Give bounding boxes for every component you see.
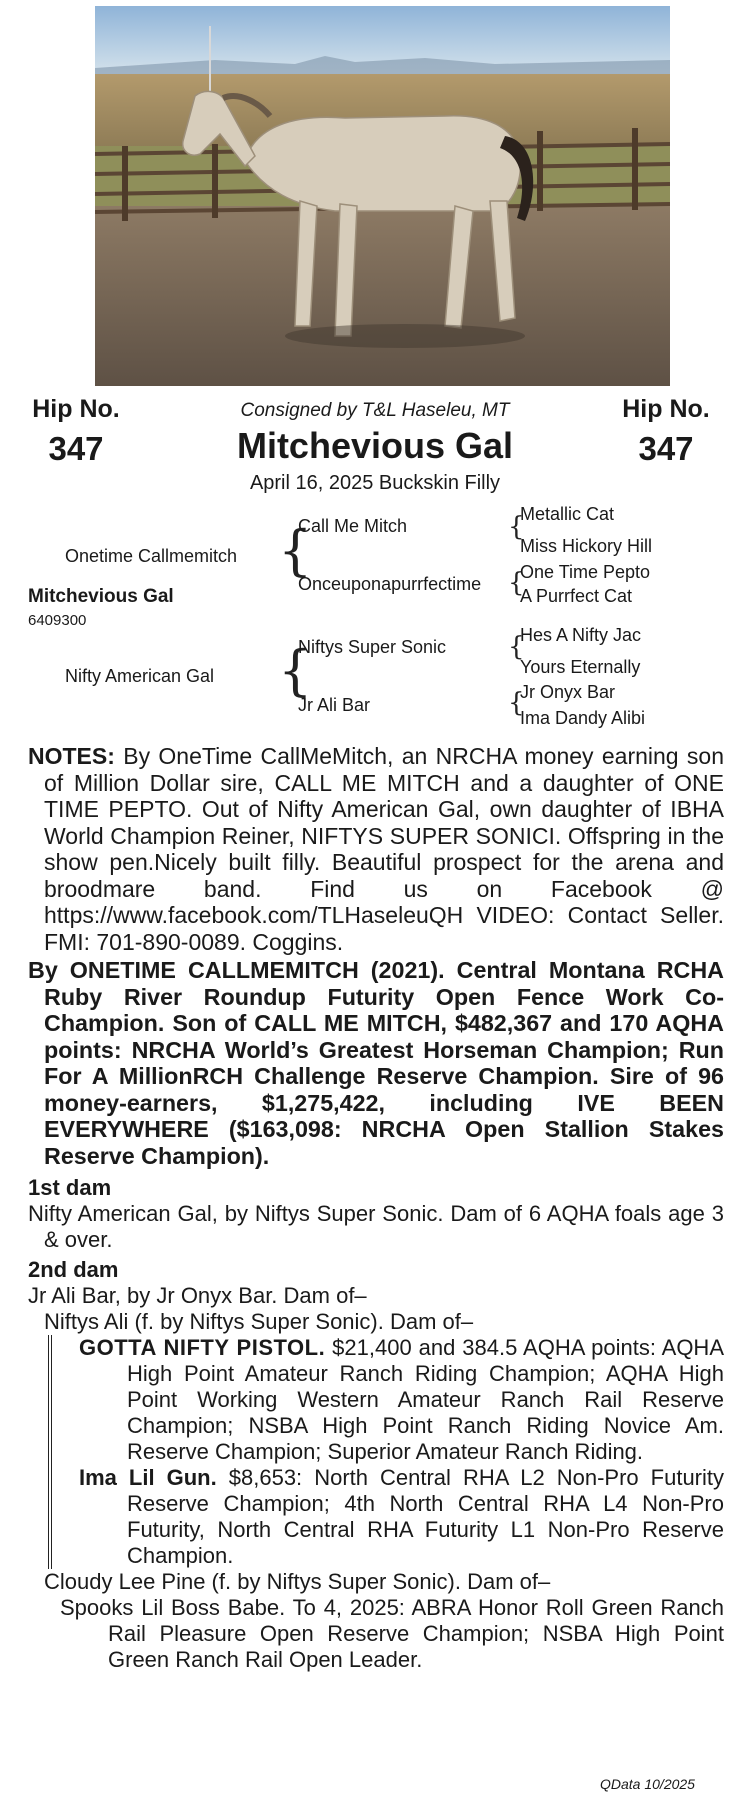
hip-value-right: 347 — [638, 430, 694, 467]
first-dam-heading: 1st dam — [28, 1175, 112, 1200]
registration-number: 6409300 — [28, 612, 87, 629]
pedigree-sire-sire-sire: Metallic Cat — [520, 504, 615, 524]
notes-label: NOTES: — [28, 743, 115, 769]
second-dam-daughter — [44, 1569, 724, 1673]
hip-value-left: 347 — [48, 430, 104, 467]
pedigree-dam-dam-sire: Jr Onyx Bar — [520, 682, 616, 702]
pedigree-sire: Onetime Callmemitch — [65, 546, 238, 566]
produce-item — [79, 1465, 724, 1569]
daughter-text: Cloudy Lee Pine (f. by Niftys Super Sonic). Dam of– — [44, 1569, 551, 1594]
footer-stamp: QData 10/2025 — [600, 1776, 695, 1792]
produce-item — [79, 1335, 724, 1465]
produce-item — [60, 1595, 724, 1673]
second-dam-text: Jr Ali Bar, by Jr Onyx Bar. Dam of– — [28, 1283, 367, 1308]
pedigree-sire-dam-sire: One Time Pepto — [520, 562, 651, 582]
pedigree-subject: Mitchevious Gal — [28, 586, 174, 607]
pedigree-sire-sire: Call Me Mitch — [298, 516, 408, 536]
pedigree-sire-sire-dam: Miss Hickory Hill — [520, 536, 652, 556]
horse-photo — [95, 6, 670, 386]
brace-dam-sire: { — [508, 632, 525, 662]
foaling-info: April 16, 2025 Buckskin Filly — [249, 472, 501, 494]
pedigree-dam: Nifty American Gal — [65, 666, 215, 686]
hip-number-left — [16, 395, 136, 468]
catalog-text — [28, 743, 724, 1673]
pedigree-dam-sire: Niftys Super Sonic — [298, 637, 447, 657]
pedigree-dam-dam: Jr Ali Bar — [298, 695, 371, 715]
produce-detail: $8,653: North Central RHA L2 Non-Pro Futurity Reserve Champion; 4th North Central RHA L4 Non-Pro Futurity, North Central RHA Futurity L1 Non-Pro Reserve Champion. — [127, 1465, 724, 1568]
brace-sire: { — [278, 519, 313, 582]
daughter-text: Niftys Ali (f. by Niftys Super Sonic). Dam of– — [44, 1309, 474, 1334]
second-dam-heading: 2nd dam — [28, 1257, 119, 1282]
hip-label-right: Hip No. — [622, 395, 710, 423]
notes-paragraph — [28, 743, 724, 955]
produce-list — [48, 1335, 724, 1569]
brace-dam: { — [278, 639, 313, 702]
horse-photo-illustration — [95, 6, 670, 386]
horse-name: Mitchevious Gal — [236, 425, 514, 466]
produce-detail: To 4, 2025: ABRA Honor Roll Green Ranch Rail Pleasure Open Reserve Champion; NSBA High Point Green Ranch Rail Open Leader. — [108, 1595, 724, 1672]
produce-name: GOTTA NIFTY PISTOL. — [79, 1335, 326, 1360]
first-dam-text: Nifty American Gal, by Niftys Super Sonic. Dam of 6 AQHA foals age 3 & over. — [28, 1201, 724, 1252]
sire-paragraph: By ONETIME CALLMEMITCH (2021). Central Montana RCHA Ruby River Roundup Futurity Open Fence Work Co-Champion. Son of CALL ME MITCH, $482,367 and 170 AQHA points: NRCHA World’s Greatest Horseman Champion; Run For A MillionRCH Challenge Reserve Champion. Sire of 96 money-earners, $1,275,422, including IVE BEEN EVERYWHERE ($163,098: NRCHA Open Stallion Stakes Reserve Champion). — [28, 957, 724, 1169]
pedigree-dam-sire-dam: Yours Eternally — [520, 657, 641, 677]
pedigree-dam-sire-sire: Hes A Nifty Jac — [520, 625, 642, 645]
consignor: Consigned by T&L Haseleu, MT — [240, 400, 510, 421]
produce-list — [60, 1595, 724, 1673]
hip-label-left: Hip No. — [32, 395, 120, 423]
produce-name: Ima Lil Gun. — [79, 1465, 217, 1490]
pedigree-sire-dam-dam: A Purrfect Cat — [520, 586, 633, 606]
notes-text: By OneTime CallMeMitch, an NRCHA money earning son of Million Dollar sire, CALL ME MITCH and a daughter of ONE TIME PEPTO. Out of Nifty American Gal, own daughter of IBHA World Champion Reiner, NIFTYS SUPER SONICI. Offspring in the show pen.Nicely built filly. Beautiful prospect for the arena and broodmare band. Find us on Facebook @ https://www.facebook.com/TLHaseleuQH VIDEO: Contact Seller. FMI: 701-890-0089. Coggins. — [44, 743, 725, 955]
produce-name: Spooks Lil Boss Babe. — [60, 1595, 286, 1620]
pedigree-sire-dam: Onceuponapurrfectime — [298, 574, 482, 594]
pedigree-dam-dam-dam: Ima Dandy Alibi — [520, 708, 646, 728]
brace-dam-dam: { — [508, 688, 525, 718]
brace-sire-sire: { — [508, 512, 525, 542]
second-dam-daughter — [44, 1309, 724, 1569]
hip-number-right — [606, 395, 726, 468]
brace-sire-dam: { — [508, 568, 525, 598]
produce-detail: $21,400 and 384.5 AQHA points: AQHA High Point Amateur Ranch Riding Champion; AQHA High Point Working Western Amateur Ranch Rail Reserve Champion; NSBA High Point Ranch Riding Novice Am. Reserve Champion; Superior Amateur Ranch Riding. — [127, 1335, 724, 1464]
